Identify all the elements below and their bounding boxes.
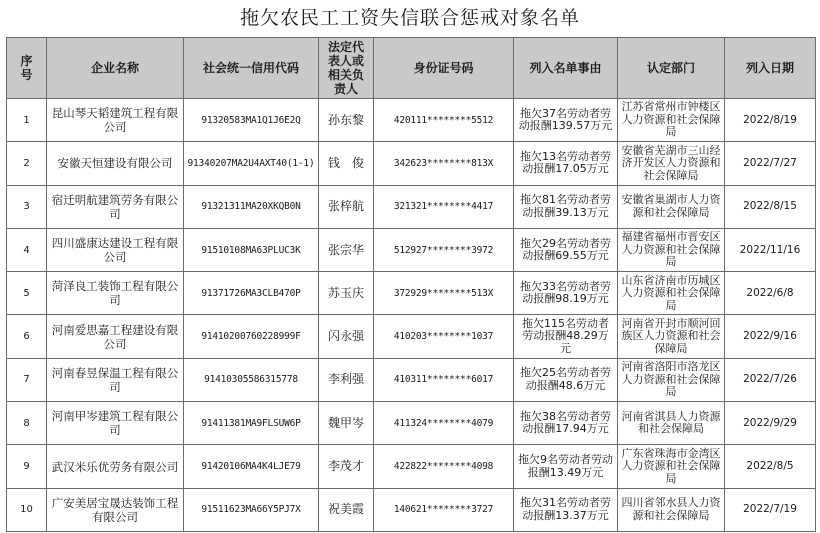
- cell-reason: 拖欠31名劳动者劳动报酬13.37万元: [514, 488, 618, 531]
- cell-company: 菏泽良工装饰工程有限公司: [47, 272, 184, 315]
- cell-seq: 8: [7, 402, 47, 445]
- table-row: [7, 228, 816, 271]
- header-id-number: 身份证号码: [374, 38, 514, 99]
- table-row: [7, 142, 816, 185]
- table-row: [7, 445, 816, 488]
- cell-legal-rep: 孙东黎: [319, 99, 374, 142]
- cell-id-number: 140621********3727: [374, 488, 514, 531]
- cell-legal-rep: 魏甲岑: [319, 402, 374, 445]
- cell-credit-code: 91410305586315778: [184, 358, 319, 401]
- table-row: [7, 99, 816, 142]
- cell-id-number: 410311********6017: [374, 358, 514, 401]
- cell-credit-code: 91510108MA63PLUC3K: [184, 228, 319, 271]
- cell-company: 四川盛康达建设工程有限公司: [47, 228, 184, 271]
- cell-seq: 4: [7, 228, 47, 271]
- cell-company: 武汉米乐优劳务有限公司: [47, 445, 184, 488]
- cell-id-number: 410203********1037: [374, 315, 514, 358]
- page-title: 拖欠农民工工资失信联合惩戒对象名单: [239, 7, 580, 29]
- cell-reason: 拖欠25名劳动者劳动报酬48.6万元: [514, 358, 618, 401]
- header-credit-code: 社会统一信用代码: [184, 38, 319, 99]
- header-seq: 序号: [7, 38, 47, 99]
- cell-department: 广东省珠海市金湾区人力资源和社会保障局: [618, 445, 725, 488]
- cell-id-number: 512927********3972: [374, 228, 514, 271]
- cell-reason: 拖欠115名劳动者劳动报酬48.29万元: [514, 315, 618, 358]
- cell-company: 广安美居宝晟达装饰工程有限公司: [47, 488, 184, 531]
- cell-credit-code: 91320583MA1Q1J6E2Q: [184, 99, 319, 142]
- cell-seq: 10: [7, 488, 47, 531]
- cell-seq: 6: [7, 315, 47, 358]
- cell-date: 2022/8/19: [725, 99, 816, 142]
- header-reason: 列入名单事由: [514, 38, 618, 99]
- cell-id-number: 342623********813X: [374, 142, 514, 185]
- blacklist-table: [6, 37, 816, 532]
- table-row: [7, 315, 816, 358]
- cell-seq: 9: [7, 445, 47, 488]
- cell-date: 2022/11/16: [725, 228, 816, 271]
- cell-legal-rep: 张宗华: [319, 228, 374, 271]
- table-body: [7, 99, 816, 532]
- cell-reason: 拖欠38名劳动者劳动报酬17.94万元: [514, 402, 618, 445]
- cell-credit-code: 91420106MA4K4LJE79: [184, 445, 319, 488]
- cell-legal-rep: 祝美霞: [319, 488, 374, 531]
- cell-date: 2022/9/16: [725, 315, 816, 358]
- cell-department: 河南省淇县人力资源和社会保障局: [618, 402, 725, 445]
- cell-seq: 5: [7, 272, 47, 315]
- cell-department: 安徽省芜湖市三山经济开发区人力资源和社会保障局: [618, 142, 725, 185]
- cell-reason: 拖欠29名劳动者劳动报酬69.55万元: [514, 228, 618, 271]
- table-row: [7, 402, 816, 445]
- table-row: [7, 488, 816, 531]
- cell-credit-code: 91511623MA66Y5PJ7X: [184, 488, 319, 531]
- cell-reason: 拖欠33名劳动者劳动报酬98.19万元: [514, 272, 618, 315]
- table-header-row: [7, 38, 816, 99]
- cell-seq: 7: [7, 358, 47, 401]
- cell-company: 宿迁明航建筑劳务有限公司: [47, 185, 184, 228]
- cell-seq: 2: [7, 142, 47, 185]
- cell-department: 江苏省常州市钟楼区人力资源和社会保障局: [618, 99, 725, 142]
- table-row: [7, 358, 816, 401]
- cell-legal-rep: 李利强: [319, 358, 374, 401]
- cell-reason: 拖欠9名劳动者劳动报酬13.49万元: [514, 445, 618, 488]
- header-company: 企业名称: [47, 38, 184, 99]
- cell-credit-code: 91321311MA20XKQB0N: [184, 185, 319, 228]
- cell-credit-code: 91410200760228999F: [184, 315, 319, 358]
- cell-reason: 拖欠13名劳动者劳动报酬17.05万元: [514, 142, 618, 185]
- cell-department: 安徽省巢湖市人力资源和社会保障局: [618, 185, 725, 228]
- cell-credit-code: 91371726MA3CLB470P: [184, 272, 319, 315]
- cell-id-number: 420111********5512: [374, 99, 514, 142]
- header-legal-rep: 法定代表人或相关负责人: [319, 38, 374, 99]
- cell-id-number: 422822********4098: [374, 445, 514, 488]
- cell-department: 四川省邻水县人力资源和社会保障局: [618, 488, 725, 531]
- cell-legal-rep: 苏玉庆: [319, 272, 374, 315]
- cell-reason: 拖欠81名劳动者劳动报酬39.13万元: [514, 185, 618, 228]
- cell-credit-code: 91340207MA2U4AXT40(1-1): [184, 142, 319, 185]
- cell-date: 2022/6/8: [725, 272, 816, 315]
- table-row: [7, 185, 816, 228]
- cell-legal-rep: 李茂才: [319, 445, 374, 488]
- cell-company: 河南爱思嘉工程建设有限公司: [47, 315, 184, 358]
- header-department: 认定部门: [618, 38, 725, 99]
- cell-department: 福建省福州市晋安区人力资源和社会保障局: [618, 228, 725, 271]
- cell-date: 2022/7/27: [725, 142, 816, 185]
- cell-legal-rep: 张梓航: [319, 185, 374, 228]
- cell-legal-rep: 钱 俊: [319, 142, 374, 185]
- cell-company: 昆山琴天韬建筑工程有限公司: [47, 99, 184, 142]
- cell-date: 2022/8/5: [725, 445, 816, 488]
- table-row: [7, 272, 816, 315]
- cell-date: 2022/7/26: [725, 358, 816, 401]
- cell-id-number: 411324********4079: [374, 402, 514, 445]
- cell-legal-rep: 闪永强: [319, 315, 374, 358]
- cell-department: 河南省开封市顺河回族区人力资源和社会保障局: [618, 315, 725, 358]
- cell-id-number: 321321********4417: [374, 185, 514, 228]
- header-date: 列入日期: [725, 38, 816, 99]
- cell-department: 山东省济南市历城区人力资源和社会保障局: [618, 272, 725, 315]
- cell-credit-code: 91411381MA9FLSUW6P: [184, 402, 319, 445]
- cell-id-number: 372929********513X: [374, 272, 514, 315]
- cell-company: 河南甲岑建筑工程有限公司: [47, 402, 184, 445]
- cell-date: 2022/8/15: [725, 185, 816, 228]
- cell-department: 河南省洛阳市洛龙区人力资源和社会保障局: [618, 358, 725, 401]
- cell-reason: 拖欠37名劳动者劳动报酬139.57万元: [514, 99, 618, 142]
- cell-seq: 1: [7, 99, 47, 142]
- cell-company: 河南春昱保温工程有限公司: [47, 358, 184, 401]
- cell-seq: 3: [7, 185, 47, 228]
- cell-company: 安徽天恒建设有限公司: [47, 142, 184, 185]
- cell-date: 2022/9/29: [725, 402, 816, 445]
- cell-date: 2022/7/19: [725, 488, 816, 531]
